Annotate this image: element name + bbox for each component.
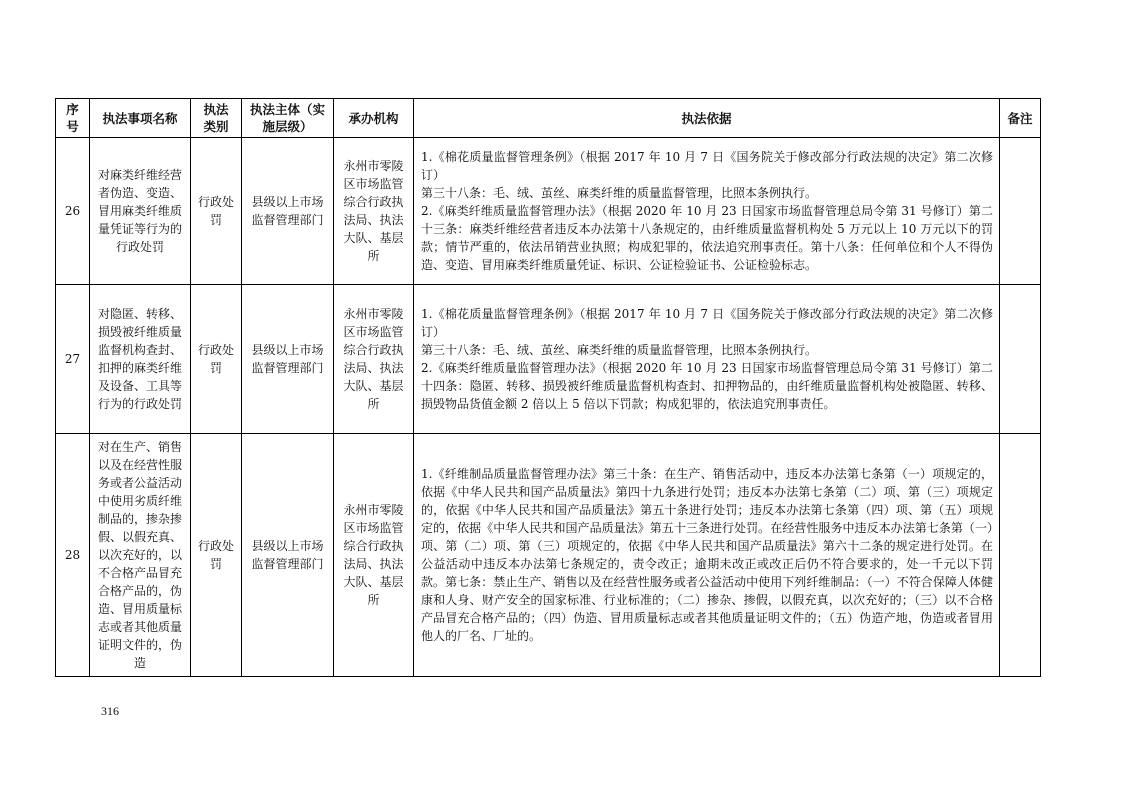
basis-line: 2.《麻类纤维质量监督管理办法》（根据 2020 年 10 月 23 日国家市场监督管理总局令第 31 号修订）第二十三条：麻类纤维经营者违反本办法第十八条规定的，由纤维质量监督机构处 5 万元以上 10 万元以下的罚款；情节严重的，依法吊销营业执照；构成犯罪的，依法追究刑事责任。第十八条：任何单位和个人不得伪造、变造、冒用麻类纤维质量凭证、标识、公证检验证书、公证检验标志。 [421,204,993,272]
row-type: 行政处罚 [191,138,242,285]
basis-line: 1.《纤维制品质量监督管理办法》第三十条：在生产、销售活动中，违反本办法第七条第（一）项规定的，依据《中华人民共和国产品质量法》第四十九条进行处罚；违反本办法第七条第（二）项、第（三）项规定的，依据《中华人民共和国产品质量法》第五十条进行处罚；违反本办法第七条第（四）项、第（五）项规定的，依据《中华人民共和国产品质量法》第五十三条进行处罚。在经营性服务中违反本办法第七条第（一）项、第（二）项、第（三）项规定的，依据《中华人民共和国产品质量法》第六十二条的规定进行处罚。在公益活动中违反本办法第七条规定的，责令改正；逾期未改正或改正后仍不符合要求的，处一千元以下罚款。第七条：禁止生产、销售以及在经营性服务或者公益活动中使用下列纤维制品：（一）不符合保障人体健康和人身、财产安全的国家标准、行业标准的；（二）掺杂、掺假，以假充真，以次充好的；（三）以不合格产品冒充合格产品的；（四）伪造、冒用质量标志或者其他质量证明文件的；（五）伪造产地，伪造或者冒用他人的厂名、厂址的。 [421,467,993,643]
row-basis [414,434,1000,677]
row-remark [1000,138,1041,285]
table-row [56,434,1041,677]
row-agency: 永州市零陵区市场监管综合行政执法局、执法大队、基层所 [334,434,414,677]
header-type: 执法类别 [191,99,242,138]
row-no: 28 [56,434,90,677]
row-subject: 县级以上市场监督管理部门 [242,434,334,677]
header-subject: 执法主体（实施层级） [242,99,334,138]
enforcement-table [55,98,1041,677]
table-row [56,285,1041,434]
row-agency: 永州市零陵区市场监管综合行政执法局、执法大队、基层所 [334,138,414,285]
row-remark [1000,285,1041,434]
header-agency: 承办机构 [334,99,414,138]
row-type: 行政处罚 [191,434,242,677]
basis-line: 1.《棉花质量监督管理条例》（根据 2017 年 10 月 7 日《国务院关于修改部分行政法规的决定》第二次修订） [421,150,993,182]
row-subject: 县级以上市场监督管理部门 [242,138,334,285]
table-row [56,138,1041,285]
row-remark [1000,434,1041,677]
row-subject: 县级以上市场监督管理部门 [242,285,334,434]
basis-line: 第三十八条：毛、绒、茧丝、麻类纤维的质量监督管理，比照本条例执行。 [421,343,818,357]
header-no: 序号 [56,99,90,138]
row-basis [414,285,1000,434]
basis-line: 第三十八条：毛、绒、茧丝、麻类纤维的质量监督管理，比照本条例执行。 [421,186,818,200]
header-remark: 备注 [1000,99,1041,138]
row-no: 27 [56,285,90,434]
row-type: 行政处罚 [191,285,242,434]
header-row [56,99,1041,138]
row-agency: 永州市零陵区市场监管综合行政执法局、执法大队、基层所 [334,285,414,434]
row-no: 26 [56,138,90,285]
basis-line: 1.《棉花质量监督管理条例》（根据 2017 年 10 月 7 日《国务院关于修改部分行政法规的决定》第二次修订） [421,307,993,339]
header-basis: 执法依据 [414,99,1000,138]
row-name: 对麻类纤维经营者伪造、变造、冒用麻类纤维质量凭证等行为的行政处罚 [90,138,191,285]
row-name: 对隐匿、转移、损毁被纤维质量监督机构查封、扣押的麻类纤维及设备、工具等行为的行政处罚 [90,285,191,434]
row-basis [414,138,1000,285]
page-number: 316 [101,704,119,718]
header-name: 执法事项名称 [90,99,191,138]
row-name: 对在生产、销售以及在经营性服务或者公益活动中使用劣质纤维制品的，掺杂掺假、以假充真、以次充好的，以不合格产品冒充合格产品的，伪造、冒用质量标志或者其他质量证明文件的，伪造 [90,434,191,677]
basis-line: 2.《麻类纤维质量监督管理办法》（根据 2020 年 10 月 23 日国家市场监督管理总局令第 31 号修订）第二十四条：隐匿、转移、损毁被纤维质量监督机构查封、扣押物品的，由纤维质量监督机构处被隐匿、转移、损毁物品货值金额 2 倍以上 5 倍以下罚款；构成犯罪的，依法追究刑事责任。 [421,361,993,411]
